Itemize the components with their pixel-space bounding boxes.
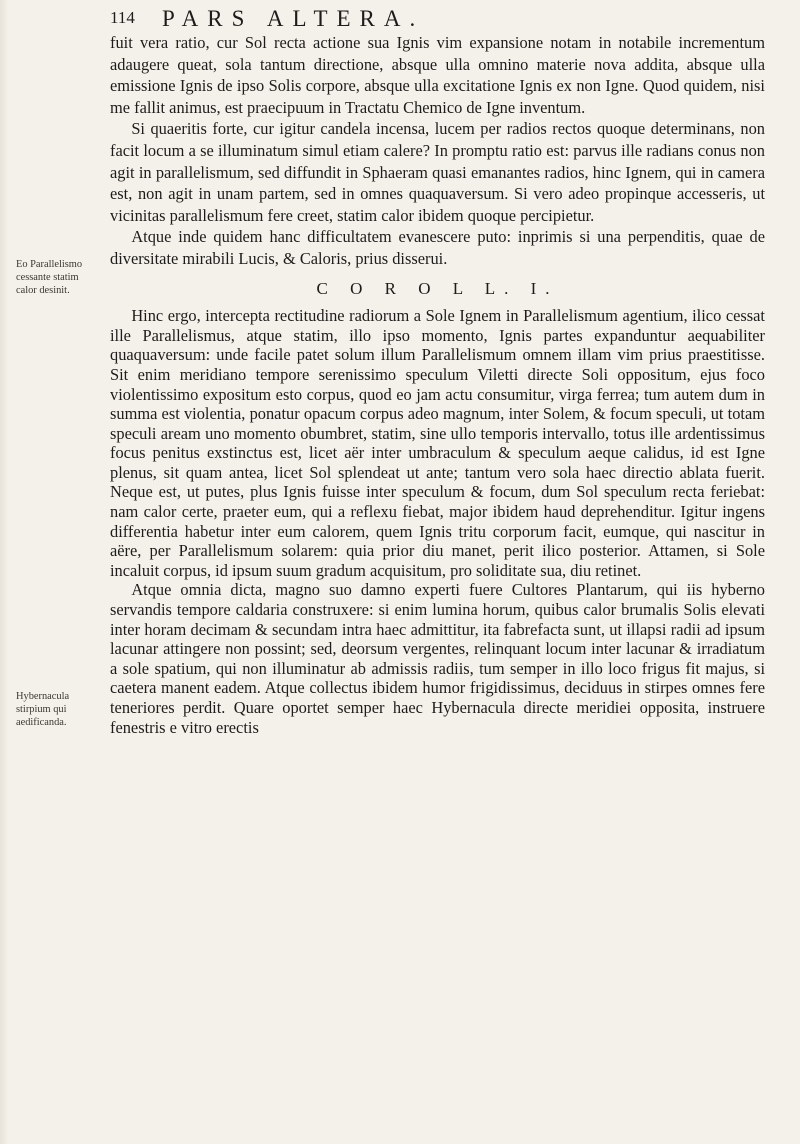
page-header [110,8,770,34]
margin-note-hybernacula: Hybernacula stirpium qui aedificanda. [16,691,70,728]
paragraph-difficulty: Atque inde quidem hanc difficultatem evanescere puto: inprimis si una perpenditis, quae de diversitate mirabili Lucis, & Caloris, prius disserui. [110,227,765,268]
main-text [110,32,765,737]
page-gutter-shadow [0,0,8,1144]
margin-note-parallelism: Eo Parallelismo cessante statim calor desinit. [16,259,83,296]
corollary-heading: C O R O L L. I. [316,278,559,298]
paragraph-continued: fuit vera ratio, cur Sol recta actione sua Ignis vim expansione notam in notabile incrementum adaugere queat, sola tantum directione, absque ulla omnino materie nova addita, absque ulla emissione Ignis de ipso Solis corpore, absque ulla excitatione Ignis ex non Igne. Quod quidem, nisi me fallit animus, est praecipuum in Tractatu Chemico de Igne inventum. [110,33,765,117]
paragraph-corollary-2: Atque omnia dicta, magno suo damno experti fuere Cultores Plantarum, qui iis hyberno servandis tempore caldaria construxere: si enim lumina horum, quibus calor brumalis Solis elevati inter horam decimam & secundam intra haec admittitur, ita fabrefacta sunt, ut illapsi radii ad ipsum lacunar attingere non possint; sed, deorsum vergentes, relinquant locum inter lacunar & irradiatum a sole spatium, qui non illuminatur ab admissis radiis, tum semper in illo loco frigus fit majus, si caetera manent eadem. Atque collectus ibidem humor frigidissimus, deciduus in stirpes omnes fere teneriores perdit. Quare oportet semper haec Hybernacula directe meridiei opposita, instruere fenestris e vitro erectis [110,580,765,737]
page-number: 114 [110,8,135,27]
paragraph-corollary-1: Hinc ergo, intercepta rectitudine radiorum a Sole Ignem in Parallelismum agentium, ilico cessat ille Parallelismus, atque statim, illo ipso momento, Ignis partes expanduntur aequabiliter quaquaversum: unde facile patet solum illum Parallelismum omnem illam vim prius praestitisse. Sit enim meridiano tempore serenissimo speculum Viletti directe Soli oppositum, ejus foco violentissimo expositum esto corpus, quod eo jam actu consumitur, virga ferrea; tum autem dum in summa est violentia, ponatur opacum corpus adeo magnum, inter Solem, & focum speculi, ut totam speculi aream uno momento obumbret, statim, sine ullo temporis intervallo, totus ille ardentissimus focus penitus exstinctus est, licet aër inter umbraculum & speculum aeque calidus, id est Igne plenus, sit quam antea, licet Sol splendeat ut ante; tantum vero sola haec directio ablata fuerit. Neque est, ut putes, plus Ignis fuisse inter speculum & focum, dum Sol speculum recta feriebat: nam calor certe, praeter eum, qui a reflexu fiebat, major ibidem haud deprehenditur. Igitur ingens differentia habetur inter eum calorem, quem Ignis tritu corporum facit, eumque, qui nascitur in aëre, per Parallelismum solarem: quia prior diu manet, perit ilico posterior. Attamen, si Sole incaluit corpus, id ipsum suum gradum acquisitum, pro soliditate sua, diu retinet. [110,306,765,580]
running-title: PARS ALTERA. [162,6,425,31]
paragraph-candle: Si quaeritis forte, cur igitur candela incensa, lucem per radios rectos quoque determinans, non facit locum a se illuminatum simul etiam calere? In promptu ratio est: parvus ille radians conus non agit in parallelismum, sed diffundit in Sphaeram quasi emanantes radios, hinc Ignem, qui in camera est, non agit in unam partem, sed in omnes quaquaversum. Si vero adeo propinque accesseris, ut vicinitas parallelismum fere creet, statim calor ibidem quoque percipietur. [110,119,765,225]
